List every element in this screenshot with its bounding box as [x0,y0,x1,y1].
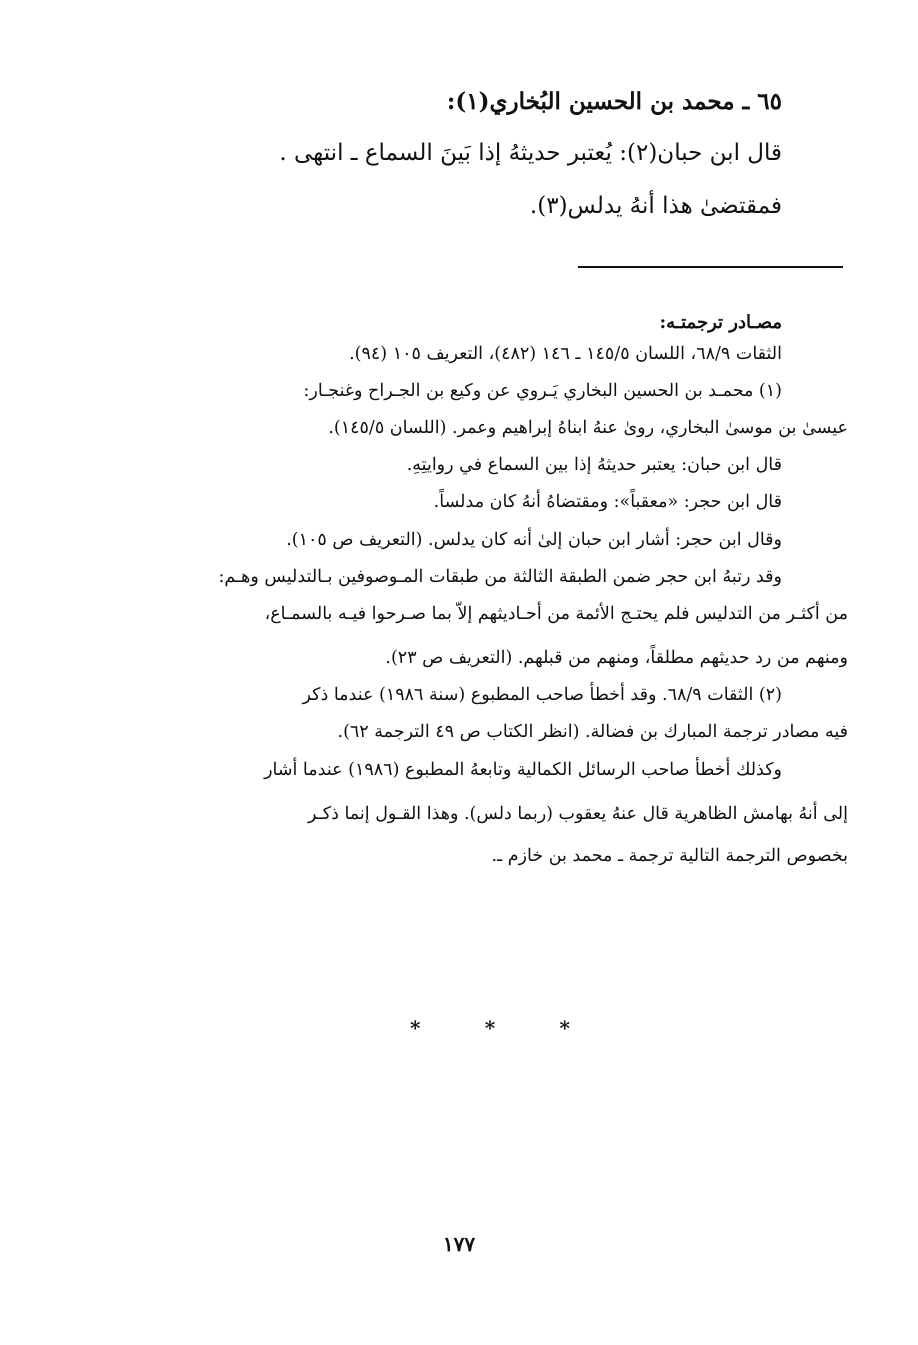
footnote-line: وقد رتبهُ ابن حجر ضمن الطبقة الثالثة من طبقات المـوصوفين بـالتدليس وهـم: [218,567,782,587]
footnote-line: ومنهم من رد حديثهم مطلقاً، ومنهم من قبلهم. (التعريف ص ٢٣). [385,648,848,668]
footnote-line: قال ابن حجر: «معقباً»: ومقتضاهُ أنهُ كان مدلساً. [433,492,782,512]
footnote-separator-rule [578,266,843,268]
footnote-line: وقال ابن حجر: أشار ابن حبان إلىٰ أنه كان يدلس. (التعريف ص ١٠٥). [286,530,782,550]
footnote-line: عيسىٰ بن موسىٰ البخاري، روىٰ عنهُ ابناهُ إبراهيم وعمر. (اللسان ١٤٥/٥). [328,418,848,438]
entry-title: ٦٥ ـ محمد بن الحسين البُخاري(١): [446,88,782,115]
footnote-line: (٢) الثقات ٦٨/٩. وقد أخطأ صاحب المطبوع (سنة ١٩٨٦) عندما ذكر [302,685,782,705]
page-number: ١٧٧ [442,1232,476,1256]
asterisk: * [559,1016,570,1040]
footnote-line: بخصوص الترجمة التالية ترجمة ـ محمد بن خازم ـ. [491,846,848,866]
asterisk: * [410,1016,421,1040]
footnote-line: قال ابن حبان: يعتبر حديثهُ إذا بين السماع في روايتِهِ. [406,455,782,475]
footnote-line: وكذلك أخطأ صاحب الرسائل الكمالية وتابعهُ المطبوع (١٩٨٦) عندما أشار [264,760,782,780]
asterisk: * [484,1016,496,1040]
footnote-line: الثقات ٦٨/٩، اللسان ١٤٥/٥ ـ ١٤٦ (٤٨٢)، التعريف ١٠٥ (٩٤). [349,344,782,364]
footnote-line: فيه مصادر ترجمة المبارك بن فضالة. (انظر الكتاب ص ٤٩ الترجمة ٦٢). [337,722,848,742]
footnote-line: من أكثـر من التدليس فلم يحتـج الأئمة من أحـاديثهم إلاّ بما صـرحوا فيـه بالسمـاع، [264,604,848,624]
entry-text-line: فمقتضىٰ هذا أنهُ يدلس(٣). [529,193,782,219]
footnote-line: (١) محمـد بن الحسين البخاري يَـروي عن وكيع بن الجـراح وغنجـار: [303,381,782,401]
section-separator [410,1016,570,1046]
entry-text-line: قال ابن حبان(٢): يُعتبر حديثهُ إذا بَينَ السماع ـ انتهى . [279,140,782,166]
sources-heading: مصـادر ترجمتـه: [659,312,782,333]
footnote-line: إلى أنهُ بهامش الظاهرية قال عنهُ يعقوب (ربما دلس). وهذا القـول إنما ذكـر [308,804,848,824]
